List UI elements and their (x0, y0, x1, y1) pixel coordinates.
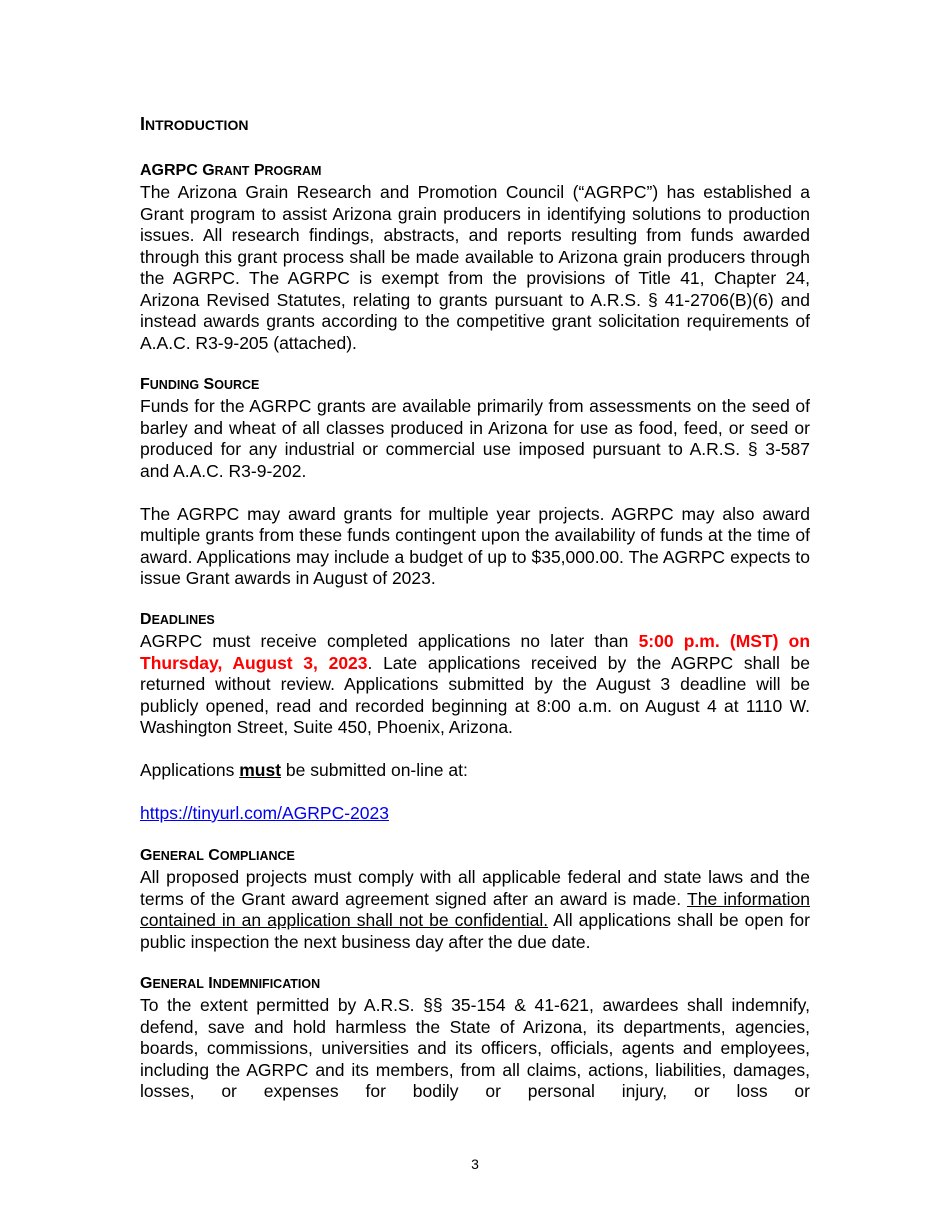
section-funding-source (140, 374, 810, 590)
section-heading-funding-source: FUNDING SOURCE (140, 376, 260, 393)
deadline-date: 5:00 p.m. (MST) on Thursday, August 3, 2023 (140, 631, 811, 673)
section-grant-program (140, 160, 810, 354)
section-general-indemnification (140, 973, 810, 1103)
general-compliance-text: All proposed projects must comply with all applicable federal and state laws and the terms of the Grant award agreement signed after an award is made. The information contained in an application shall not be confidential. All applications shall be open for public inspection the next business day after the due date. (140, 867, 810, 952)
general-indemnification-text: To the extent permitted by A.R.S. §§ 35-154 & 41-621, awardees shall indemnify, defend, save and hold harmless the State of Arizona, its departments, agencies, boards, commissions, universities and its officers, officials, agents and employees, including the AGRPC and its members, from all claims, actions, liabilities, damages, losses, or expenses for bodily or personal injury, or loss or (140, 995, 810, 1101)
section-heading-general-compliance: GENERAL COMPLIANCE (140, 847, 295, 864)
application-link[interactable]: https://tinyurl.com/AGRPC-2023 (140, 803, 389, 823)
deadlines-text: AGRPC must receive completed applications no later than 5:00 p.m. (MST) on Thursday, August 3, 2023. Late applications received by the AGRPC shall be returned without review. Applications submitted by the August 3 deadline will be publicly opened, read and recorded beginning at 8:00 a.m. on August 4 at 1110 W. Washington Street, Suite 450, Phoenix, Arizona. (140, 631, 811, 737)
grant-program-text: The Arizona Grain Research and Promotion Council (“AGRPC”) has established a Grant program to assist Arizona grain producers in identifying solutions to production issues. All research findings, abstracts, and reports resulting from funds awarded through this grant process shall be made available to Arizona grain producers through the AGRPC. The AGRPC is exempt from the provisions of Title 41, Chapter 24, Arizona Revised Statutes, relating to grants pursuant to A.R.S. § 41-2706(B)(6) and instead awards grants according to the competitive grant solicitation requirements of A.A.C. R3-9-205 (attached). (140, 182, 810, 353)
section-general-compliance (140, 845, 810, 953)
section-deadlines (140, 609, 810, 825)
page-title: INTRODUCTION (140, 114, 249, 134)
submit-instructions: Applications must be submitted on-line at: (140, 760, 468, 780)
funding-source-text-2: The AGRPC may award grants for multiple year projects. AGRPC may also award multiple grants from these funds contingent upon the availability of funds at the time of award. Applications may include a budget of up to $35,000.00. The AGRPC expects to issue Grant awards in August of 2023. (140, 503, 810, 588)
section-heading-deadlines: DEADLINES (140, 611, 215, 628)
page-number: 3 (471, 1156, 479, 1172)
section-heading-grant-program: AGRPC GRANT PROGRAM (140, 162, 322, 179)
section-heading-general-indemnification: GENERAL INDEMNIFICATION (140, 975, 321, 992)
funding-source-text-1: Funds for the AGRPC grants are available primarily from assessments on the seed of barley and wheat of all classes produced in Arizona for use as food, feed, or seed or produced for any industrial or commercial use imposed pursuant to A.R.S. § 3-587 and A.A.C. R3-9-202. (140, 396, 810, 481)
